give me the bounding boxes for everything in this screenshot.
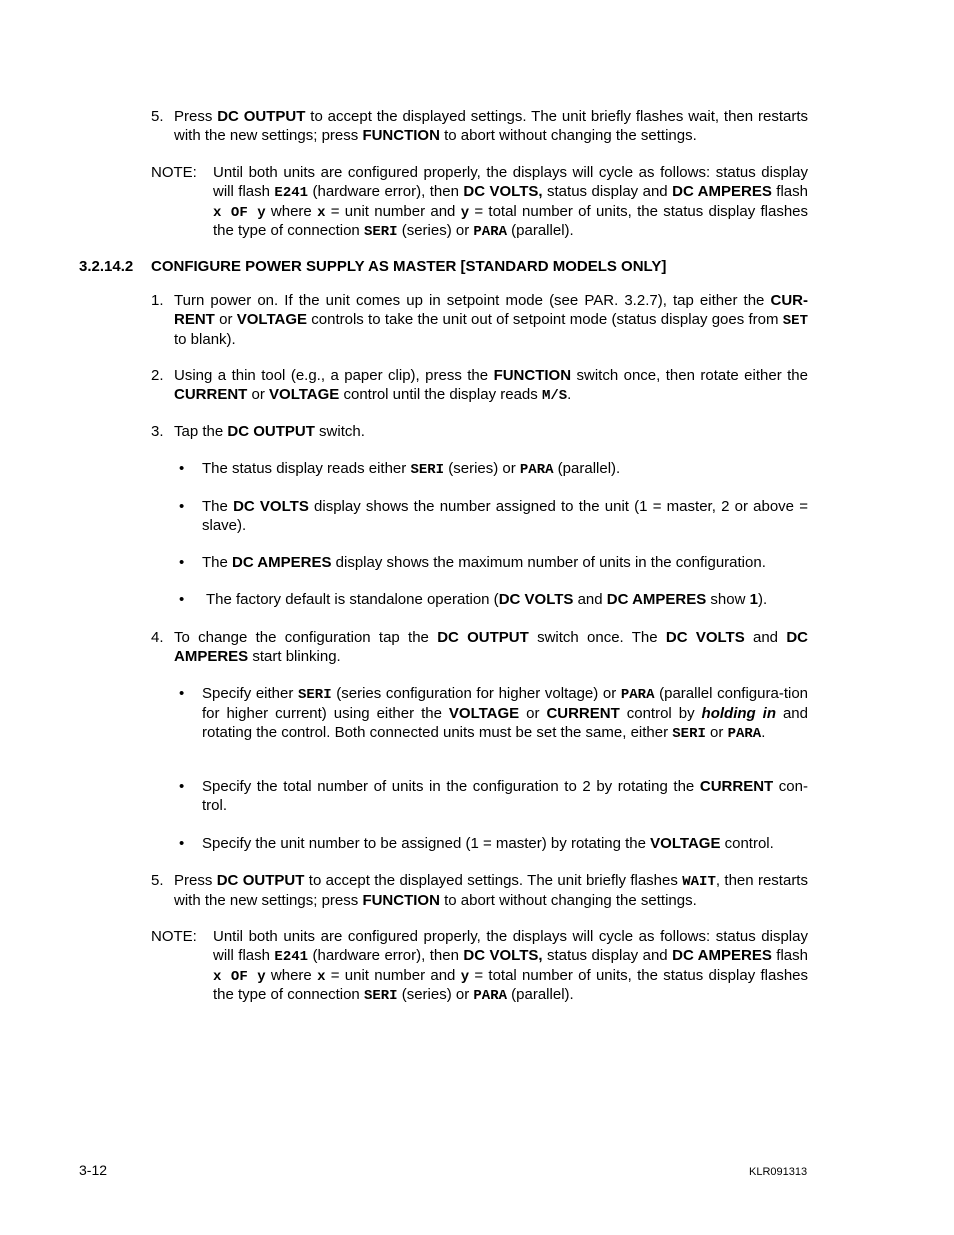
note-text-bottom: Until both units are configured properly, the displays will cycle as follows: status display will flash E241 (hardware error), then DC VOLTS, status display and DC AMPERES flash x OF y where x = unit number and y = total number of units, the status display flashes the type of connection SERI (series) or PARA (parallel). xyxy=(213,928,809,1005)
step-4-bullet-1: Specify either SERI (series configuration for higher voltage) or PARA (parallel configura-tion for higher current) using either the VOLTAGE or CURRENT control by holding in and rotating the control. Both connected units must be set the same, either SERI or PARA. xyxy=(202,685,809,742)
step-number: 1. xyxy=(151,292,164,309)
bullet: • xyxy=(179,835,185,852)
bullet: • xyxy=(179,591,185,608)
bullet: • xyxy=(179,778,185,795)
note-text-top: Until both units are configured properly, the displays will cycle as follows: status display will flash E241 (hardware error), then DC VOLTS, status display and DC AMPERES flash x OF y where x = unit number and y = total number of units, the status display flashes the type of connection SERI (series) or PARA (parallel). xyxy=(213,164,809,241)
step-3-text: Tap the DC OUTPUT switch. xyxy=(174,423,365,440)
step-4-text: To change the configuration tap the DC OUTPUT switch once. The DC VOLTS and DC AMPERES start blinking. xyxy=(174,629,808,665)
step-number: 2. xyxy=(151,367,164,384)
step-3-bullet-2: The DC VOLTS display shows the number assigned to the unit (1 = master, 2 or above = slave). xyxy=(202,498,808,534)
bullet: • xyxy=(179,554,185,571)
step-5-text-top: Press DC OUTPUT to accept the displayed settings. The unit briefly flashes wait, then restarts with the new settings; press FUNCTION to abort without changing the settings. xyxy=(174,108,808,144)
bullet: • xyxy=(179,498,185,515)
step-number: 4. xyxy=(151,629,164,646)
step-number: 5. xyxy=(151,872,164,889)
step-2-text: Using a thin tool (e.g., a paper clip), press the FUNCTION switch once, then rotate either the CURRENT or VOLTAGE control until the display reads M/S. xyxy=(174,367,808,404)
page-number: 3-12 xyxy=(79,1162,108,1178)
step-number: 3. xyxy=(151,423,164,440)
note-label: NOTE: xyxy=(151,164,197,181)
step-3-bullet-1: The status display reads either SERI (series) or PARA (parallel). xyxy=(202,460,621,478)
bullet: • xyxy=(179,460,185,477)
step-5-text: Press DC OUTPUT to accept the displayed settings. The unit briefly flashes WAIT, then restarts with the new settings; press FUNCTION to abort without changing the settings. xyxy=(174,872,808,909)
document-id: KLR091313 xyxy=(749,1166,808,1178)
step-3-bullet-3: The DC AMPERES display shows the maximum number of units in the configuration. xyxy=(202,554,766,571)
step-4-bullet-2: Specify the total number of units in the configuration to 2 by rotating the CURRENT con-trol. xyxy=(202,778,808,814)
bullet: • xyxy=(179,685,185,702)
step-1-text: Turn power on. If the unit comes up in setpoint mode (see PAR. 3.2.7), tap either the CUR-RENT or VOLTAGE controls to take the unit out of setpoint mode (status display goes from SET to blank). xyxy=(174,292,808,348)
step-number: 5. xyxy=(151,108,164,125)
note-label: NOTE: xyxy=(151,928,197,945)
step-4-bullet-3: Specify the unit number to be assigned (1 = master) by rotating the VOLTAGE control. xyxy=(202,835,774,852)
section-title: CONFIGURE POWER SUPPLY AS MASTER [STANDARD MODELS ONLY] xyxy=(151,258,667,275)
step-3-bullet-4: The factory default is standalone operation (DC VOLTS and DC AMPERES show 1). xyxy=(206,591,768,608)
section-number: 3.2.14.2 xyxy=(79,258,134,275)
